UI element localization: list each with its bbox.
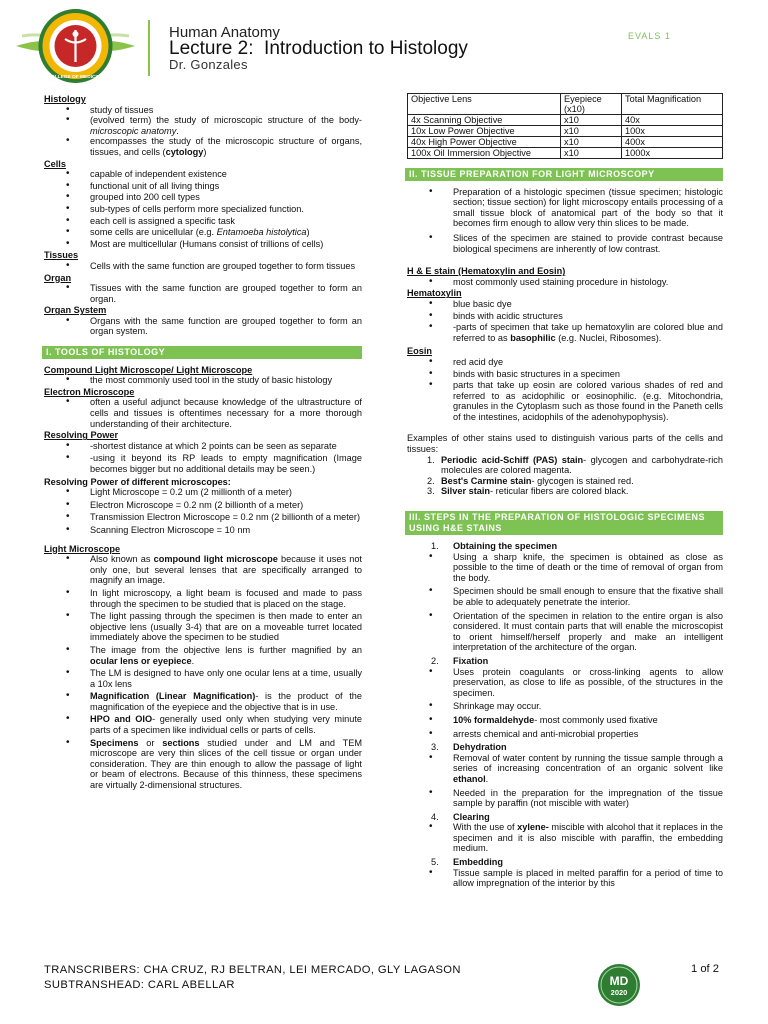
course-title: Human Anatomy	[169, 24, 280, 41]
resolving-power-heading: Resolving Power	[44, 430, 119, 441]
table-header-cell: Total Magnification	[622, 94, 723, 115]
step-4-list	[407, 822, 723, 854]
hematoxylin-list	[407, 299, 723, 343]
right-column	[407, 93, 723, 889]
step-5-list	[407, 868, 723, 889]
list-item: • Cells with the same function are grouped together to form tissues	[44, 261, 362, 272]
numbered-item: 3. Silver stain- reticular fibers are colored black.	[427, 486, 629, 497]
resolving-power-list	[44, 441, 362, 475]
list-item: • functional unit of all living things	[44, 181, 362, 192]
list-item: • Organs with the same function are grouped together to form an organ system.	[44, 316, 362, 337]
list-item: • most commonly used staining procedure in histology.	[407, 277, 723, 288]
list-item: • Electron Microscope = 0.2 nm (2 billionth of a meter)	[44, 500, 362, 511]
list-item: • blue basic dye	[407, 299, 723, 310]
transcribers-line: TRANSCRIBERS: CHA CRUZ, RJ BELTRAN, LEI MERCADO, GLY LAGASON	[44, 964, 461, 976]
list-item: • parts that take up eosin are colored various shades of red and referred to as acidophilic or eosinophilic. (e.g. Mitochondria, granules in the Cytoplasm such as those found in the Paneth cells of the intestines, acidophils of the adenohypophysis).	[407, 380, 723, 422]
table-row	[408, 126, 723, 137]
list-item: • Also known as compound light microscope because it uses not only one, but several lenses that are specifically arranged to magnify an image.	[44, 554, 362, 586]
md-2020-badge	[597, 963, 641, 1007]
organ-system-heading: Organ System	[44, 305, 107, 316]
list-item: • Scanning Electron Microscope = 10 nm	[44, 525, 362, 536]
list-item: • arrests chemical and anti-microbial properties	[407, 729, 723, 740]
table-cell: 40x	[622, 115, 723, 126]
section-prep-heading: II. TISSUE PREPARATION FOR LIGHT MICROSCOPY	[405, 168, 723, 181]
prep-list	[407, 187, 723, 255]
list-item: • grouped into 200 cell types	[44, 192, 362, 203]
list-item: • encompasses the study of the microscopic structure of organs, tissues, and cells (cytology)	[44, 136, 362, 157]
he-stain-heading: H & E stain (Hematoxylin and Eosin)	[407, 266, 566, 277]
lecture-title: Lecture 2: Introduction to Histology	[169, 38, 468, 59]
cells-heading: Cells	[44, 158, 66, 169]
resolving-power-microscopes-heading: Resolving Power of different microscopes:	[44, 476, 231, 487]
list-item: • Uses protein coagulants or cross-linking agents to allow preservation, as close to life as possible, of the structures in the specimen.	[407, 667, 723, 699]
step-2-list	[407, 667, 723, 740]
list-item: • binds with acidic structures	[407, 311, 723, 322]
list-item: • HPO and OIO- generally used only when studying very minute parts of a specimen like individual cells or parts of cells.	[44, 714, 362, 735]
list-item: • capable of independent existence	[44, 169, 362, 180]
list-item: • The image from the objective lens is further magnified by an ocular lens or eyepiece.	[44, 645, 362, 666]
college-logo	[8, 6, 143, 86]
table-header-cell: Eyepiece (x10)	[561, 94, 622, 115]
electron-list	[44, 397, 362, 429]
organ-heading: Organ	[44, 272, 72, 283]
step-3-list	[407, 753, 723, 809]
list-item: • Preparation of a histologic specimen (tissue specimen; histologic section; tissue section) for light microscopy entails processing of a small tissue block of anatomical part of the body so that it becomes firm enough to allow very thin slices to be made.	[407, 187, 723, 229]
step-4-heading: 4. Clearing	[431, 811, 490, 822]
list-item: • Using a sharp knife, the specimen is obtained as close as possible to the time of death or the time of removal of organ from the body.	[407, 552, 723, 584]
table-cell: 100x Oil Immersion Objective	[408, 148, 561, 159]
step-5-heading: 5. Embedding	[431, 857, 504, 868]
badge-year: 2020	[610, 988, 628, 997]
table-cell: 1000x	[622, 148, 723, 159]
table-row	[408, 115, 723, 126]
list-item: • Tissue sample is placed in melted paraffin for a period of time to allow impregnation of the interior by this	[407, 868, 723, 889]
page-number: 1 of 2	[691, 963, 719, 975]
list-item: • 10% formaldehyde- most commonly used fixative	[407, 715, 723, 726]
light-microscope-heading: Light Microscope	[44, 543, 121, 554]
numbered-item: 1. Periodic acid-Schiff (PAS) stain- glycogen and carbohydrate-rich molecules are colored magenta.	[427, 454, 723, 476]
cells-list	[44, 169, 362, 249]
list-item: • -shortest distance at which 2 points can be seen as separate	[44, 441, 362, 452]
list-item: • (evolved term) the study of microscopic structure of the body- microscopic anatomy.	[44, 115, 362, 136]
list-item: • often a useful adjunct because knowledge of the ultrastructure of cells and tissues is oftentimes necessary for a more thorough understanding of their architecture.	[44, 397, 362, 429]
compound-heading: Compound Light Microscope/ Light Microscope	[44, 364, 253, 375]
eosin-heading: Eosin	[407, 346, 433, 357]
organ-system-list	[44, 316, 362, 337]
lecturer-name: Dr. Gonzales	[169, 57, 248, 72]
list-item: • Orientation of the specimen in relation to the entire organ is also considered. It must contain parts that will enable the microscopist to orient himself/herself properly and make an intelligent interpretation of the architecture of the organ.	[407, 611, 723, 653]
table-cell: x10	[561, 148, 622, 159]
list-item: • binds with basic structures in a specimen	[407, 369, 723, 380]
step-2-heading: 2. Fixation	[431, 655, 489, 666]
section-steps-heading: III. STEPS IN THE PREPARATION OF HISTOLOGIC SPECIMENS USING H&E STAINS	[405, 511, 723, 535]
stains-list	[407, 455, 723, 497]
table-cell: x10	[561, 137, 622, 148]
list-item: • Tissues with the same function are grouped together to form an organ.	[44, 283, 362, 304]
badge-md: MD	[609, 974, 629, 988]
table-header-cell: Objective Lens	[408, 94, 561, 115]
he-list	[407, 277, 723, 288]
magnification-table	[407, 93, 723, 159]
tissues-heading: Tissues	[44, 250, 79, 261]
table-cell: 400x	[622, 137, 723, 148]
list-item: • Removal of water content by running the tissue sample through a series of increasing concentration of an organic solvent like ethanol.	[407, 753, 723, 785]
list-item: • each cell is assigned a specific task	[44, 216, 362, 227]
list-item: • study of tissues	[44, 105, 362, 116]
light-microscope-list	[44, 554, 362, 790]
list-item: • Magnification (Linear Magnification)- is the product of the magnification of the eyepiece and the objective that is in use.	[44, 691, 362, 712]
table-cell: x10	[561, 115, 622, 126]
electron-heading: Electron Microscope	[44, 386, 135, 397]
list-item: • red acid dye	[407, 357, 723, 368]
section-tools-heading: I. TOOLS OF HISTOLOGY	[42, 346, 362, 359]
table-row	[408, 148, 723, 159]
list-item: • Slices of the specimen are stained to provide contrast because biological specimens are inherently of low contrast.	[407, 233, 723, 254]
table-cell: 100x	[622, 126, 723, 137]
list-item: • -using it beyond its RP leads to empty magnification (Image becomes bigger but no additional details may be seen.)	[44, 453, 362, 474]
list-item: • some cells are unicellular (e.g. Entamoeba histolytica)	[44, 227, 362, 238]
list-item: • Light Microscope = 0.2 um (2 millionth of a meter)	[44, 487, 362, 498]
histology-list	[44, 105, 362, 158]
histology-heading: Histology	[44, 94, 86, 104]
table-header-row	[408, 94, 723, 115]
stains-intro: Examples of other stains used to distinguish various parts of the cells and tissues:	[407, 433, 723, 455]
list-item: • sub-types of cells perform more specialized function.	[44, 204, 362, 215]
logo-text: COLLEGE OF MEDICINE	[47, 75, 104, 80]
compound-list	[44, 375, 362, 386]
tissues-list	[44, 261, 362, 272]
table-cell: x10	[561, 126, 622, 137]
subtranshead-line: SUBTRANSHEAD: CARL ABELLAR	[44, 979, 235, 991]
resolving-power-microscopes-list	[44, 487, 362, 535]
list-item: • The light passing through the specimen is then made to enter an objective lens (usually 3-4) that are on a moveable turret located immediately above the specimen to be studied	[44, 611, 362, 643]
table-cell: 40x High Power Objective	[408, 137, 561, 148]
table-row	[408, 137, 723, 148]
evals-label: EVALS 1	[628, 31, 671, 41]
page-footer	[44, 963, 461, 993]
page-header	[0, 0, 768, 92]
list-item: • Shrinkage may occur.	[407, 701, 723, 712]
step-1-list	[407, 552, 723, 653]
list-item: • Specimen should be small enough to ensure that the fixative shall be able to adequately penetrate the interior.	[407, 586, 723, 607]
table-cell: 10x Low Power Objective	[408, 126, 561, 137]
eosin-list	[407, 357, 723, 423]
list-item: • With the use of xylene- miscible with alcohol that it replaces in the specimen and it is also miscible with paraffin, the embedding medium.	[407, 822, 723, 854]
hematoxylin-heading: Hematoxylin	[407, 288, 462, 299]
organ-list	[44, 283, 362, 304]
list-item: • Needed in the preparation for the impregnation of the tissue sample by paraffin (not miscible with water)	[407, 788, 723, 809]
list-item: • The LM is designed to have only one ocular lens at a time, usually a 10x lens	[44, 668, 362, 689]
list-item: • In light microscopy, a light beam is focused and made to pass through the specimen to be studied that is placed on the stage.	[44, 588, 362, 609]
numbered-item: 2. Best's Carmine stain- glycogen is stained red.	[427, 475, 634, 486]
list-item: • Transmission Electron Microscope = 0.2 nm (2 billionth of a meter)	[44, 512, 362, 523]
header-divider	[148, 20, 150, 76]
step-1-heading: 1. Obtaining the specimen	[431, 541, 558, 552]
list-item: • -parts of specimen that take up hematoxylin are colored blue and referred to as basophilic (e.g. Nuclei, Ribosomes).	[407, 322, 723, 343]
left-column	[44, 93, 362, 793]
table-cell: 4x Scanning Objective	[408, 115, 561, 126]
list-item: • Most are multicellular (Humans consist of trillions of cells)	[44, 239, 362, 250]
list-item: • Specimens or sections studied under and LM and TEM microscope are very thin slices of the cell tissue or organ under consideration. They are thin enough to allow the passage of light or beam of electrons. Because of this thinness, these specimens are virtually 2-dimensional structures.	[44, 738, 362, 791]
list-item: • the most commonly used tool in the study of basic histology	[44, 375, 362, 386]
step-3-heading: 3. Dehydration	[431, 742, 507, 753]
